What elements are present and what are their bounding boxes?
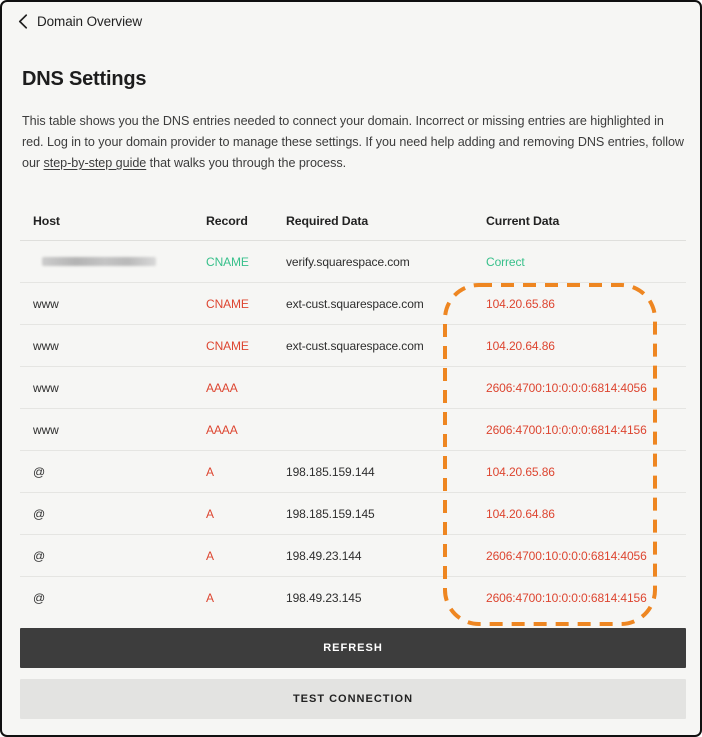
description-text-1: This table shows you the DNS entries needed to connect your domain. Incorrect or missing entries are highlighted in red. Log in to your domain provider to manage these settings. If you need help adding and removing DNS entries, follow our bbox=[22, 114, 684, 170]
table-row bbox=[20, 451, 686, 493]
required-data-cell: verify.squarespace.com bbox=[286, 254, 410, 269]
table-row bbox=[20, 367, 686, 409]
table-row bbox=[20, 535, 686, 577]
table-row bbox=[20, 577, 686, 618]
step-by-step-guide-link[interactable]: step-by-step guide bbox=[43, 156, 147, 170]
dns-table bbox=[20, 201, 686, 618]
required-data-cell: ext-cust.squarespace.com bbox=[286, 296, 424, 311]
record-cell: AAAA bbox=[206, 380, 238, 395]
record-cell: A bbox=[206, 464, 214, 479]
host-cell: @ bbox=[33, 464, 46, 479]
table-row bbox=[20, 493, 686, 535]
record-cell: CNAME bbox=[206, 254, 249, 269]
page-description bbox=[22, 111, 684, 174]
back-nav[interactable] bbox=[18, 14, 142, 29]
required-data-cell: 198.185.159.144 bbox=[286, 464, 375, 479]
table-row bbox=[20, 325, 686, 367]
page-title: DNS Settings bbox=[22, 68, 147, 90]
back-nav-label: Domain Overview bbox=[37, 14, 143, 29]
host-cell: @ bbox=[33, 506, 46, 521]
column-header-record: Record bbox=[206, 213, 248, 228]
current-data-cell: 2606:4700:10:0:0:0:6814:4056 bbox=[486, 380, 647, 395]
record-cell: A bbox=[206, 590, 214, 605]
current-data-cell: 104.20.65.86 bbox=[486, 296, 555, 311]
record-cell: A bbox=[206, 548, 214, 563]
description-text-2: that walks you through the process. bbox=[146, 156, 347, 170]
host-cell: @ bbox=[33, 590, 46, 605]
current-data-cell: 2606:4700:10:0:0:0:6814:4156 bbox=[486, 590, 647, 605]
required-data-cell: 198.49.23.144 bbox=[286, 548, 362, 563]
host-cell: www bbox=[33, 422, 59, 437]
refresh-button[interactable]: REFRESH bbox=[20, 628, 686, 668]
table-row bbox=[20, 283, 686, 325]
required-data-cell: 198.185.159.145 bbox=[286, 506, 375, 521]
record-cell: AAAA bbox=[206, 422, 238, 437]
current-data-cell: 104.20.64.86 bbox=[486, 506, 555, 521]
table-header-row bbox=[20, 201, 686, 241]
host-cell: @ bbox=[33, 548, 46, 563]
host-cell: www bbox=[33, 380, 59, 395]
record-cell: CNAME bbox=[206, 338, 249, 353]
current-data-cell: Correct bbox=[486, 254, 525, 269]
host-cell: www bbox=[33, 296, 59, 311]
required-data-cell: 198.49.23.145 bbox=[286, 590, 362, 605]
host-cell: www bbox=[33, 338, 59, 353]
test-connection-button[interactable]: TEST CONNECTION bbox=[20, 679, 686, 719]
table-row bbox=[20, 409, 686, 451]
redacted-host bbox=[42, 257, 156, 266]
host-cell bbox=[20, 257, 206, 266]
current-data-cell: 104.20.65.86 bbox=[486, 464, 555, 479]
required-data-cell: ext-cust.squarespace.com bbox=[286, 338, 424, 353]
record-cell: CNAME bbox=[206, 296, 249, 311]
column-header-current-data: Current Data bbox=[486, 213, 560, 228]
current-data-cell: 2606:4700:10:0:0:0:6814:4056 bbox=[486, 548, 647, 563]
record-cell: A bbox=[206, 506, 214, 521]
column-header-host: Host bbox=[33, 213, 60, 228]
current-data-cell: 2606:4700:10:0:0:0:6814:4156 bbox=[486, 422, 647, 437]
column-header-required-data: Required Data bbox=[286, 213, 369, 228]
current-data-cell: 104.20.64.86 bbox=[486, 338, 555, 353]
table-row bbox=[20, 241, 686, 283]
back-chevron-icon bbox=[18, 14, 28, 29]
